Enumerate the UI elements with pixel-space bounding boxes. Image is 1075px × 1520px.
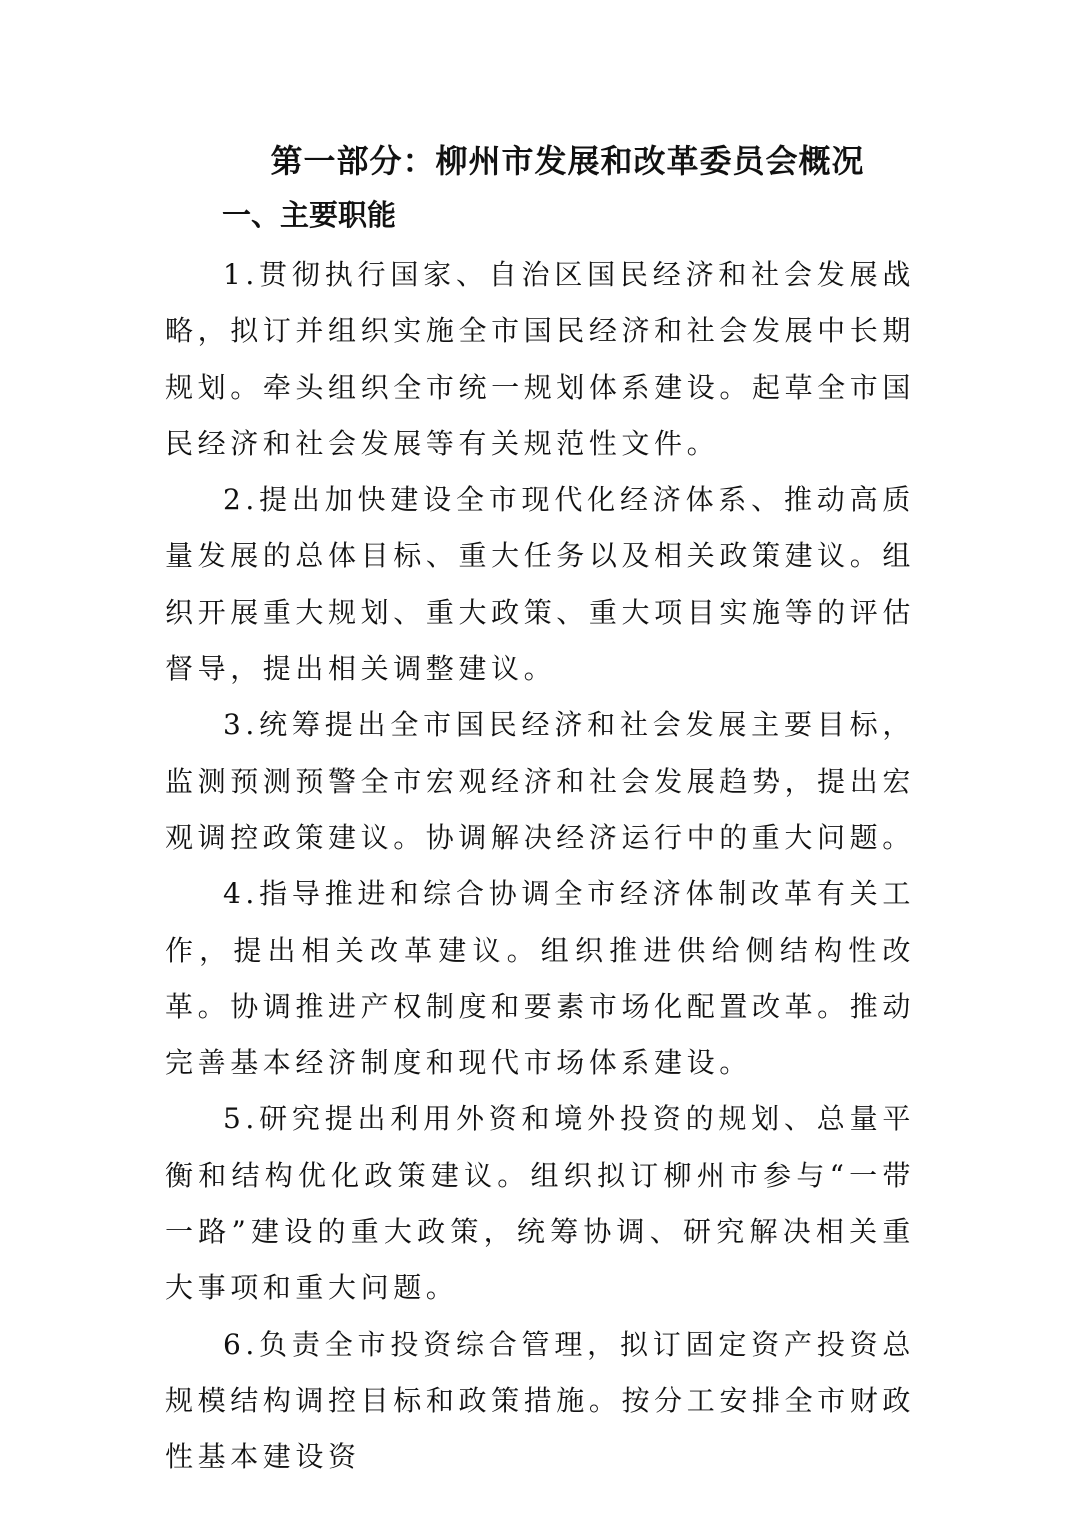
paragraph-5: 5.研究提出利用外资和境外投资的规划、总量平衡和结构优化政策建议。组织拟订柳州市参与“一带一路”建设的重大政策，统筹协调、研究解决相关重大事项和重大问题。 [165, 1102, 915, 1305]
paragraph-3: 3.统筹提出全市国民经济和社会发展主要目标，监测预测预警全市宏观经济和社会发展趋势，提出宏观调控政策建议。协调解决经济运行中的重大问题。 [165, 708, 915, 854]
document-title: 第一部分：柳州市发展和改革委员会概况 [270, 142, 865, 180]
section-heading: 一、主要职能 [222, 198, 397, 232]
paragraph-1: 1.贯彻执行国家、自治区国民经济和社会发展战略，拟订并组织实施全市国民经济和社会发展中长期规划。牵头组织全市统一规划体系建设。起草全市国民经济和社会发展等有关规范性文件。 [165, 258, 915, 460]
document-body [165, 247, 915, 1486]
paragraph-4: 4.指导推进和综合协调全市经济体制改革有关工作，提出相关改革建议。组织推进供给侧结构性改革。协调推进产权制度和要素市场化配置改革。推动完善基本经济制度和现代市场体系建设。 [165, 877, 915, 1080]
paragraph-6: 6.负责全市投资综合管理，拟订固定资产投资总规模结构调控目标和政策措施。按分工安排全市财政性基本建设资 [165, 1327, 915, 1474]
paragraph-2: 2.提出加快建设全市现代化经济体系、推动高质量发展的总体目标、重大任务以及相关政策建议。组织开展重大规划、重大政策、重大项目实施等的评估督导，提出相关调整建议。 [165, 483, 915, 686]
